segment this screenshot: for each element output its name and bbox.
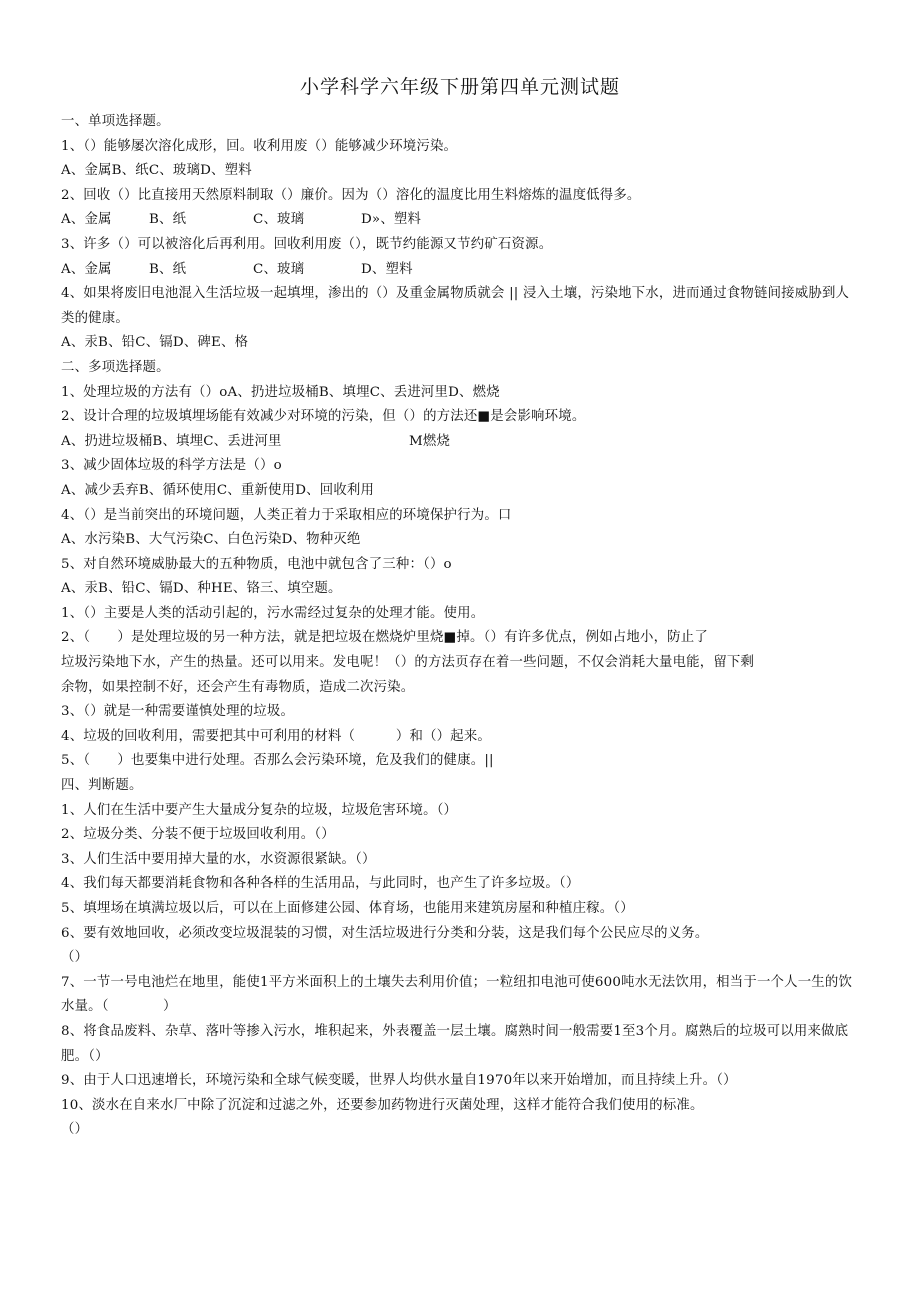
question-text: 4、我们每天都要消耗食物和各种各样的生活用品，与此同时，也产生了许多垃圾。（）	[61, 876, 580, 892]
option: D»、塑料	[361, 212, 422, 228]
option: A、扔进垃圾桶B、填埋C、丢进河里	[61, 433, 282, 449]
question-text: 1、（）能够屡次溶化成形，回。收利用废（）能够减少环境污染。	[61, 138, 458, 154]
page-title: 小学科学六年级下册第四单元测试题	[299, 76, 620, 98]
question-options: A、减少丢弃B、循环使用C、重新使用D、回收利用	[61, 482, 375, 498]
question-text: 3、人们生活中要用掉大量的水，水资源很紧缺。（）	[61, 851, 376, 867]
option: M燃烧	[409, 433, 451, 449]
option: A、金属	[61, 261, 112, 277]
question-options	[61, 258, 856, 283]
question-text: 5、对自然环境威胁最大的五种物质，电池中就包含了三种：（）o	[61, 556, 452, 572]
question-text: 8、将食品废料、杂草、落叶等掺入污水，堆积起来，外表覆盖一层土壤。腐熟时间一般需要1至3个月。腐熟后的垃圾可以用来做底肥。（）	[61, 1023, 849, 1064]
section-heading-true-false: 四、判断题。	[61, 778, 143, 794]
option: C、玻璃	[253, 212, 305, 228]
question-text: 9、由于人口迅速增长，环境污染和全球气候变暖，世界人均供水量自1970年以来开始增加，而且持续上升。（）	[61, 1073, 737, 1089]
question-text: 5、填埋场在填满垃圾以后，可以在上面修建公园、体育场，也能用来建筑房屋和种植庄稼。（）	[61, 901, 634, 916]
section-heading-multiple-choice: 二、多项选择题。	[61, 359, 170, 375]
question-text: 1、人们在生活中要产生大量成分复杂的垃圾，垃圾危害环境。（）	[61, 802, 458, 818]
question-text: 2、设计合理的垃圾填埋场能有效减少对环境的污染，但（）的方法还■是会影响环境。	[61, 409, 586, 425]
option: C、玻璃	[253, 261, 305, 277]
question-text: 4、如果将废旧电池混入生活垃圾一起填埋，渗出的（）及重金属物质就会 || 浸入土壤，污染地下水，进而通过食物链间接威胁到人类的健康。	[61, 286, 850, 326]
exam-body	[61, 110, 856, 1143]
question-text: 余物，如果控制不好，还会产生有毒物质，造成二次污染。	[61, 679, 415, 695]
question-options: A、汞B、铅C、镉D、碑E、格	[61, 335, 249, 351]
option: B、纸	[149, 261, 187, 277]
answer-blank: （）	[61, 950, 89, 966]
question-text: 5、（ ）也要集中进行处理。否那么会污染环境，危及我们的健康。||	[61, 753, 494, 769]
question-options: A、金属B、纸C、玻璃D、塑料	[61, 163, 252, 179]
question-text: 7、一节一号电池烂在地里，能使1平方米面积上的土壤失去利用价值；一粒纽扣电池可使600吨水无法饮用，相当于一个人一生的饮水量。（ ）	[61, 974, 853, 1015]
question-text: 10、淡水在自来水厂中除了沉淀和过滤之外，还要参加药物进行灭菌处理，这样才能符合我们使用的标准。	[61, 1097, 704, 1113]
question-options	[61, 430, 856, 455]
option: A、金属	[61, 212, 112, 228]
section-heading-single-choice: 一、单项选择题。	[61, 114, 170, 129]
question-text: 4、垃圾的回收利用，需要把其中可利用的材料（ ）和（）起来。	[61, 728, 492, 744]
question-options: A、水污染B、大气污染C、白色污染D、物种灭绝	[61, 532, 361, 548]
question-text: 1、（）主要是人类的活动引起的，污水需经过复杂的处理才能。使用。	[61, 605, 485, 621]
question-text: 3、减少固体垃圾的科学方法是（）o	[61, 458, 282, 474]
question-text: 2、回收（）比直接用天然原料制取（）廉价。因为（）溶化的温度比用生料熔炼的温度低得多。	[61, 187, 641, 203]
question-options	[61, 208, 856, 233]
question-text: 3、（）就是一种需要谨慎处理的垃圾。	[61, 704, 295, 720]
question-text: 4、（）是当前突出的环境问题，人类正着力于采取相应的环境保护行为。口	[61, 507, 512, 523]
option: D、塑料	[361, 261, 413, 277]
question-text: 1、处理垃圾的方法有（）oA、扔进垃圾桶B、填埋C、丢进河里D、燃烧	[61, 384, 500, 400]
question-text: 垃圾污染地下水，产生的热量。还可以用来。发电呢！（）的方法页存在着一些问题，不仅会消耗大量电能，留下剩	[61, 655, 755, 671]
question-text: 3、许多（）可以被溶化后再利用。回收利用废（），既节约能源又节约矿石资源。	[61, 236, 553, 252]
question-text: 2、（ ）是处理垃圾的另一种方法，就是把垃圾在燃烧炉里烧■掉。（）有许多优点，例如占地小，防止了	[61, 630, 708, 646]
question-text: 2、垃圾分类、分装不便于垃圾回收利用。（）	[61, 827, 335, 843]
answer-blank: （）	[61, 1122, 89, 1138]
question-options: A、汞B、铅C、镉D、种HE、铬三、填空题。	[61, 581, 342, 597]
question-text: 6、要有效地回收，必须改变垃圾混装的习惯，对生活垃圾进行分类和分装，这是我们每个公民应尽的义务。	[61, 925, 709, 941]
option: B、纸	[149, 212, 187, 228]
